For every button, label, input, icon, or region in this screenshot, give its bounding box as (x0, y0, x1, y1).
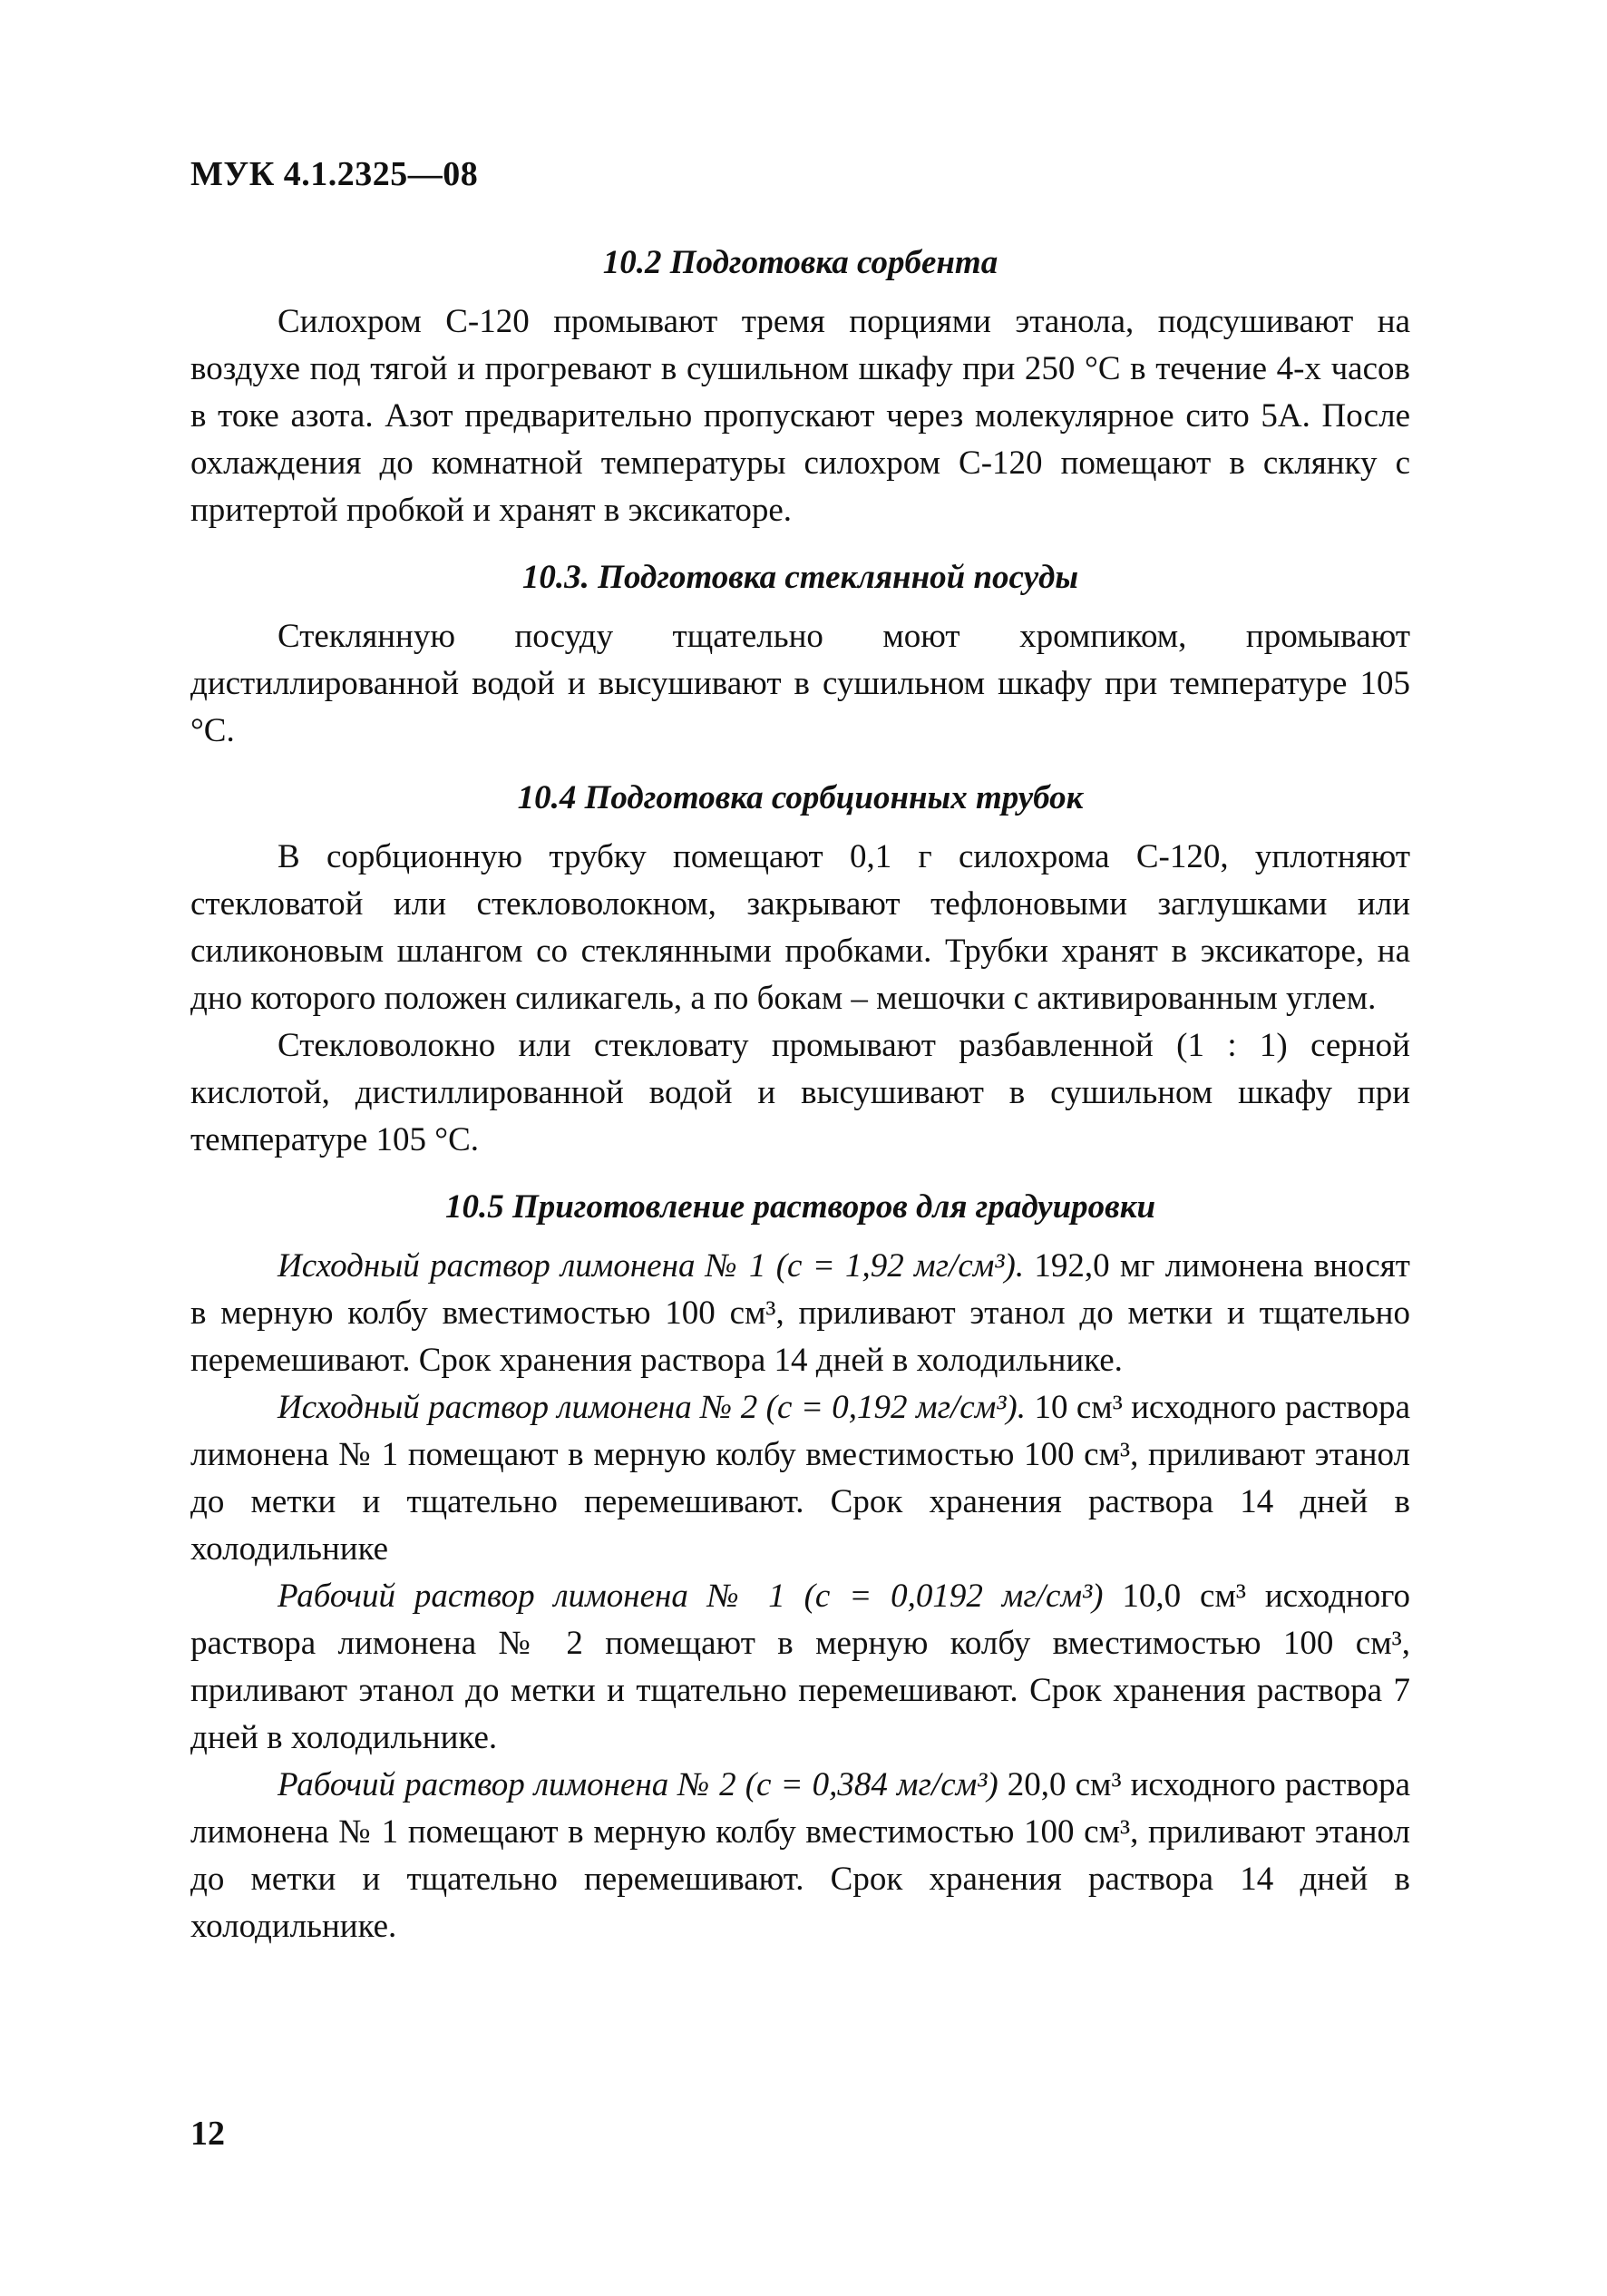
page-body (190, 243, 1410, 1950)
section-title: 10.3. Подготовка стеклянной посуды (521, 559, 1079, 596)
solution-term: Исходный раствор лимонена № 2 (с = 0,192 мг/см³). (278, 1389, 1026, 1426)
solution-paragraph (190, 1573, 1410, 1762)
solution-paragraph (190, 1243, 1410, 1384)
solution-text: 192,0 мг лимонена вносят в мерную колбу вместимостью 100 см³, приливают этанол до метки и тщательно перемешивают. Срок хранения раствора 14 дней в холодильнике. (190, 1247, 1410, 1379)
solution-text: 10 см³ исходного раствора лимонена № 1 помещают в мерную колбу вместимостью 100 см³, приливают этанол до метки и тщательно перемешивают. Срок хранения раствора 14 дней в холодильнике (190, 1389, 1410, 1568)
section-glassware-preparation (190, 558, 1410, 755)
solution-paragraph (190, 1762, 1410, 1950)
document-code: МУК 4.1.2325—08 (190, 155, 479, 193)
section-title: 10.5 Приготовление растворов для градуировки (444, 1188, 1156, 1226)
solution-paragraph (190, 1384, 1410, 1573)
solution-term: Рабочий раствор лимонена № 1 (с = 0,0192 мг/см³) (278, 1578, 1104, 1615)
solution-text: 20,0 см³ исходного раствора лимонена № 1 помещают в мерную колбу вместимостью 100 см³, приливают этанол до метки и тщательно перемешивают. Срок хранения раствора 14 дней в холодильнике. (190, 1766, 1410, 1945)
page-number: 12 (190, 2115, 225, 2153)
paragraph: Силохром С-120 промывают тремя порциями этанола, подсушивают на воздухе под тягой и прогревают в сушильном шкафу при 250 °С в течение 4-х часов в токе азота. Азот предварительно пропускают через молекулярное сито 5А. После охлаждения до комнатной температуры силохром С-120 помещают в склянку с притертой пробкой и хранят в эксикаторе. (190, 303, 1410, 529)
paragraph: Стеклянную посуду тщательно моют хромпиком, промывают дистиллированной водой и высушивают в сушильном шкафу при температуре 105 °С. (190, 618, 1410, 749)
section-sorbent-preparation (190, 243, 1410, 534)
paragraph: В сорбционную трубку помещают 0,1 г силохрома С-120, уплотняют стекловатой или стекловолокном, закрывают тефлоновыми заглушками или силиконовым шлангом со стеклянными пробками. Трубки хранят в эксикаторе, на дно которого положен силикагель, а по бокам – мешочки с активированным углем. (190, 838, 1410, 1017)
solution-text: 10,0 см³ исходного раствора лимонена № 2 помещают в мерную колбу вместимостью 100 см³, приливают этанол до метки и тщательно перемешивают. Срок хранения раствора 7 дней в холодильнике. (190, 1578, 1410, 1756)
solution-term: Исходный раствор лимонена № 1 (с = 1,92 мг/см³). (278, 1247, 1025, 1285)
section-sorption-tubes-preparation (190, 778, 1410, 1164)
solution-term: Рабочий раствор лимонена № 2 (с = 0,384 мг/см³) (278, 1766, 998, 1803)
section-title: 10.2 Подготовка сорбента (602, 244, 998, 281)
paragraph: Стекловолокно или стекловату промывают разбавленной (1 : 1) серной кислотой, дистиллированной водой и высушивают в сушильном шкафу при температуре 105 °С. (190, 1027, 1410, 1158)
section-calibration-solutions (190, 1187, 1410, 1950)
section-title: 10.4 Подготовка сорбционных трубок (517, 779, 1084, 816)
